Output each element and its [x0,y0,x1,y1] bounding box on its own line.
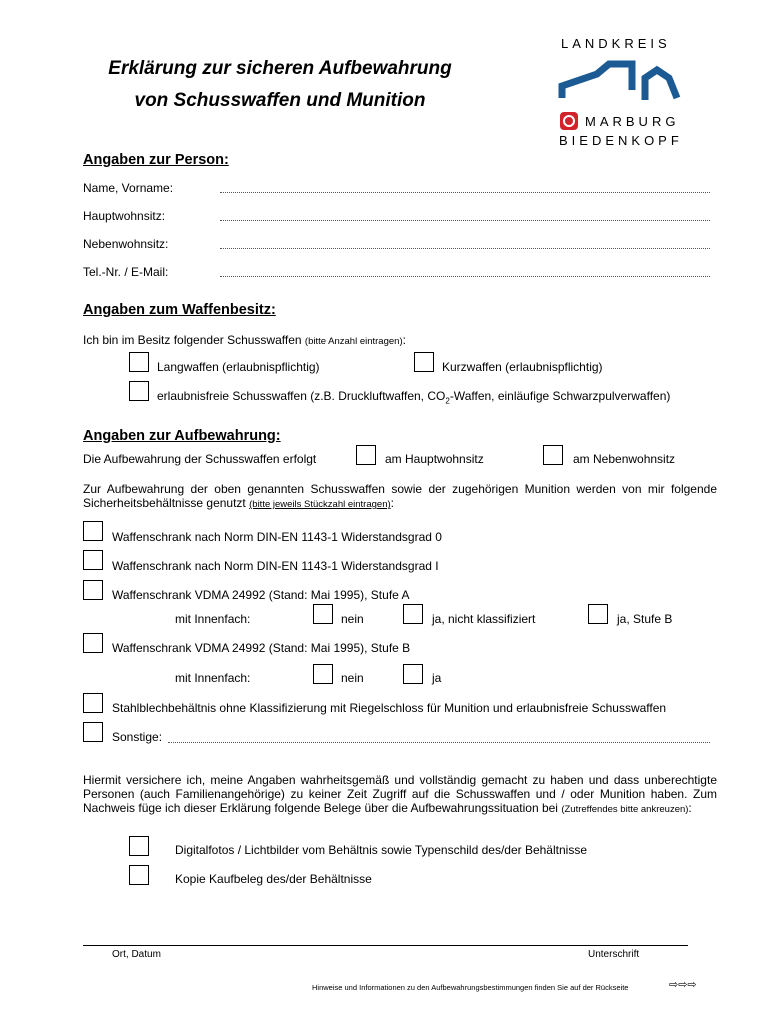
option-vdma-a-checkbox[interactable] [83,580,103,600]
name-label: Name, Vorname: [83,181,174,195]
receipt-label: Kopie Kaufbeleg des/der Behältnisse [175,872,372,886]
option-other-checkbox[interactable] [83,722,103,742]
inner-b-yes-label: ja [432,671,442,685]
option-din-1-checkbox[interactable] [83,550,103,570]
inner-b-yes-checkbox[interactable] [403,664,423,684]
option-din-0-label: Waffenschrank nach Norm DIN-EN 1143-1 Widerstandsgrad 0 [112,530,442,544]
other-field[interactable] [168,742,710,743]
inner-a-no-checkbox[interactable] [313,604,333,624]
inner-a-level-b-checkbox[interactable] [588,604,608,624]
free-weapons-text-b: -Waffen, einläufige Schwarzpulverwaffen) [449,389,671,403]
secondary-residence-checkbox[interactable] [543,445,563,465]
logo-red-icon [559,111,579,131]
inner-compartment-b-label: mit Innenfach: [175,671,251,685]
name-field[interactable] [220,192,710,193]
footer-note: Hinweise und Informationen zu den Aufbewahrungsbestimmungen finden Sie auf der Rückseite [312,983,629,992]
declaration-text: Hiermit versichere ich, meine Angaben wahrheitsgemäß und vollständig gemacht zu haben und dass unberechtigte Personen (auch Familienangehörige) zu keiner Zeit Zugriff auf die Schusswaffen und / oder Munition haben. Zum Nachweis füge ich dieser Erklärung folgende Belege über die Aufbewahrungssituation bei [83,773,717,815]
inner-a-no-label: nein [341,612,364,626]
short-weapons-label: Kurzwaffen (erlaubnispflichtig) [442,360,603,374]
contact-field[interactable] [220,276,710,277]
main-residence-option-label: am Hauptwohnsitz [385,452,484,466]
declaration-paragraph [83,773,717,817]
inner-b-no-checkbox[interactable] [313,664,333,684]
logo-text-landkreis: LANDKREIS [561,36,671,51]
option-vdma-a-label: Waffenschrank VDMA 24992 (Stand: Mai 1995), Stufe A [112,588,410,602]
secondary-residence-option-label: am Nebenwohnsitz [573,452,676,466]
main-residence-checkbox[interactable] [356,445,376,465]
logo-emblem-icon [557,56,682,106]
storage-paragraph [83,482,717,512]
logo-text-biedenkopf: BIEDENKOPF [559,133,683,148]
weapons-intro-note: (bitte Anzahl eintragen) [304,336,403,347]
signature-label: Unterschrift [588,949,640,960]
photos-label: Digitalfotos / Lichtbilder vom Behältnis sowie Typenschild des/der Behältnisse [175,843,587,857]
receipt-checkbox[interactable] [129,865,149,885]
weapons-intro-end: : [402,333,406,347]
photos-checkbox[interactable] [129,836,149,856]
inner-a-unclassified-label: ja, nicht klassifiziert [432,612,536,626]
place-date-label: Ort, Datum [112,949,161,960]
signature-line[interactable] [83,945,688,946]
main-residence-label: Hauptwohnsitz: [83,209,166,223]
secondary-residence-field[interactable] [220,248,710,249]
title-line-2: von Schusswaffen und Munition [134,90,426,111]
inner-compartment-a-label: mit Innenfach: [175,612,251,626]
option-din-1-label: Waffenschrank nach Norm DIN-EN 1143-1 Widerstandsgrad I [112,559,439,573]
weapons-heading: Angaben zum Waffenbesitz: [83,302,276,318]
inner-a-level-b-label: ja, Stufe B [617,612,673,626]
main-residence-field[interactable] [220,220,710,221]
long-weapons-checkbox[interactable] [129,352,149,372]
weapons-intro-text: Ich bin im Besitz folgender Schusswaffen [83,333,302,347]
free-weapons-checkbox[interactable] [129,381,149,401]
storage-paragraph-text: Zur Aufbewahrung der oben genannten Schusswaffen sowie der zugehörigen Munition werden von mir folgende Sicherheitsbehältnisse genutzt [83,482,717,510]
inner-a-unclassified-checkbox[interactable] [403,604,423,624]
title-line-1: Erklärung zur sicheren Aufbewahrung [108,58,452,79]
option-steel-box-label: Stahlblechbehältnis ohne Klassifizierung mit Riegelschloss für Munition und erlaubnisfreie Schusswaffen [112,701,667,715]
option-vdma-b-label: Waffenschrank VDMA 24992 (Stand: Mai 1995), Stufe B [112,641,411,655]
option-steel-box-checkbox[interactable] [83,693,103,713]
storage-location-label: Die Aufbewahrung der Schusswaffen erfolgt [83,452,317,466]
free-weapons-sub: 2 [445,396,450,406]
free-weapons-label [157,389,670,405]
short-weapons-checkbox[interactable] [414,352,434,372]
weapons-intro [83,333,406,347]
free-weapons-text-a: erlaubnisfreie Schusswaffen (z.B. Druckluftwaffen, CO [157,389,446,403]
person-heading: Angaben zur Person: [83,152,229,168]
long-weapons-label: Langwaffen (erlaubnispflichtig) [157,360,320,374]
storage-paragraph-note: (bitte jeweils Stückzahl eintragen) [249,499,391,510]
option-vdma-b-checkbox[interactable] [83,633,103,653]
inner-b-no-label: nein [341,671,364,685]
storage-heading: Angaben zur Aufbewahrung: [83,428,281,444]
logo-text-marburg: MARBURG [585,114,680,129]
arrow-right-icon: ⇨⇨⇨ [669,979,697,991]
declaration-end: : [688,801,692,815]
secondary-residence-label: Nebenwohnsitz: [83,237,169,251]
declaration-note: (Zutreffendes bitte ankreuzen) [561,804,689,815]
storage-paragraph-end: : [390,496,394,510]
district-logo [555,36,685,151]
option-din-0-checkbox[interactable] [83,521,103,541]
option-other-label: Sonstige: [112,730,163,744]
contact-label: Tel.-Nr. / E-Mail: [83,265,169,279]
